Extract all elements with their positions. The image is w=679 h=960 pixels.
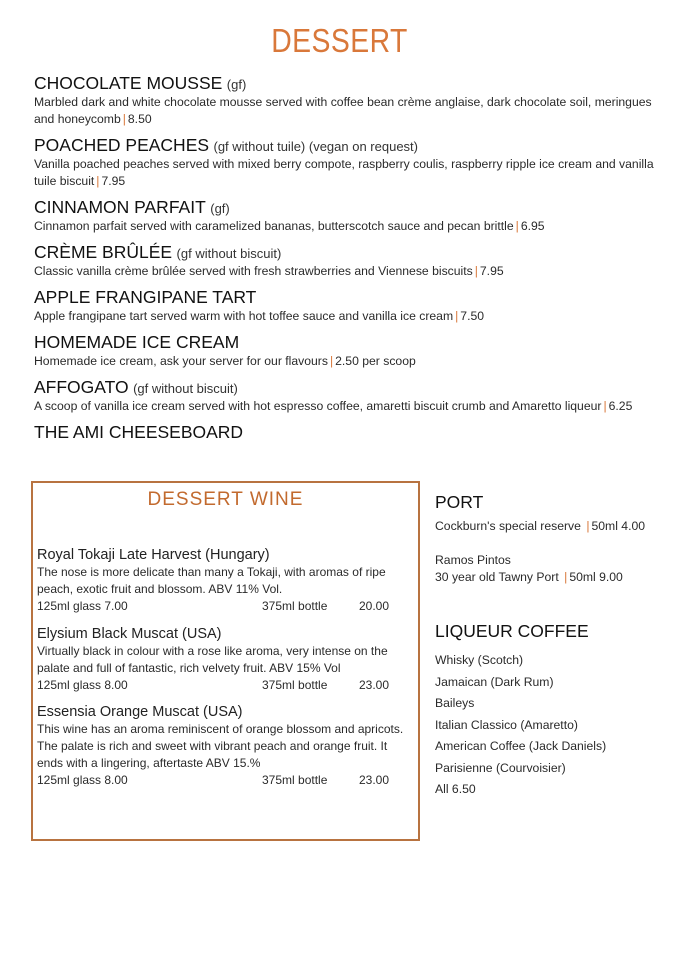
- list-item: Jamaican (Dark Rum): [435, 674, 554, 689]
- dessert-note: (gf without biscuit): [133, 381, 238, 396]
- port-section: [435, 492, 675, 586]
- page-title: DESSERT: [271, 22, 408, 59]
- liqueur-coffee-title: LIQUEUR COFFEE: [435, 621, 589, 641]
- dessert-note: (gf): [226, 77, 247, 92]
- dessert-description: [34, 398, 664, 415]
- list-item: Parisienne (Courvoisier): [435, 760, 566, 775]
- dessert-name: CHOCOLATE MOUSSE: [34, 73, 223, 93]
- dessert-description: [34, 94, 664, 128]
- dessert-price: 6.95: [520, 219, 545, 233]
- port-name: 30 year old Tawny Port: [435, 570, 559, 584]
- dessert-item: [34, 241, 664, 280]
- dessert-name: APPLE FRANGIPANE TART: [34, 287, 257, 307]
- dessert-desc-text: Apple frangipane tart served warm with hot toffee sauce and vanilla ice cream: [34, 309, 454, 323]
- dessert-desc-text: Cinnamon parfait served with caramelized bananas, butterscotch sauce and pecan brittle: [34, 219, 514, 233]
- dessert-name: AFFOGATO: [34, 377, 129, 397]
- port-title: PORT: [435, 492, 484, 512]
- port-price: 50ml 9.00: [569, 570, 623, 584]
- list-item: American Coffee (Jack Daniels): [435, 739, 607, 753]
- dessert-item: [34, 376, 664, 415]
- dessert-price: 7.50: [460, 309, 485, 323]
- wine-glass-price: 125ml glass 8.00: [37, 678, 128, 692]
- wine-bottle-size: 375ml bottle: [262, 773, 328, 787]
- wine-glass-price: 125ml glass 7.00: [37, 599, 128, 613]
- port-producer: Ramos Pintos: [435, 553, 511, 567]
- dessert-item: [34, 134, 664, 190]
- wine-entry: [37, 625, 413, 694]
- dessert-description: [34, 308, 664, 325]
- pipe-separator: |: [329, 354, 334, 368]
- dessert-desc-text: Vanilla poached peaches served with mixed berry compote, raspberry coulis, raspberry ripple ice cream and vanilla tuile biscuit: [34, 157, 654, 188]
- dessert-wine-box: [31, 481, 420, 841]
- wine-bottle-price: 23.00: [359, 773, 390, 787]
- wine-bottle-size: 375ml bottle: [262, 599, 328, 613]
- dessert-desc-text: Classic vanilla crème brûlée served with fresh strawberries and Viennese biscuits: [34, 264, 473, 278]
- wine-name: Elysium Black Muscat (USA): [37, 626, 222, 642]
- dessert-price: 6.25: [608, 399, 633, 413]
- dessert-item: [34, 421, 664, 443]
- dessert-name: HOMEMADE ICE CREAM: [34, 332, 240, 352]
- wine-bottle-price: 20.00: [359, 599, 390, 613]
- wine-bottle-price: 23.00: [359, 678, 390, 692]
- dessert-item: [34, 72, 664, 128]
- port-name: Cockburn's special reserve: [435, 519, 581, 533]
- wine-name: Essensia Orange Muscat (USA): [37, 704, 243, 720]
- dessert-item: [34, 331, 664, 370]
- dessert-item: [34, 196, 664, 235]
- wine-bottle-size: 375ml bottle: [262, 678, 328, 692]
- list-item: Baileys: [435, 696, 475, 710]
- port-line: [435, 518, 675, 535]
- pipe-separator: |: [564, 570, 568, 584]
- dessert-list: [34, 72, 664, 449]
- dessert-description: [34, 353, 664, 370]
- list-item: Italian Classico (Amaretto): [435, 717, 578, 732]
- dessert-price: 7.95: [101, 174, 126, 188]
- dessert-description: [34, 218, 664, 235]
- dessert-description: [34, 263, 664, 280]
- dessert-item: [34, 286, 664, 325]
- dessert-desc-text: A scoop of vanilla ice cream served with hot espresso coffee, amaretti biscuit crumb and Amaretto liqueur: [34, 399, 602, 413]
- dessert-price: 7.95: [479, 264, 504, 278]
- dessert-note: (gf): [210, 201, 230, 216]
- list-item: Whisky (Scotch): [435, 653, 524, 667]
- liqueur-coffee-section: [435, 621, 675, 801]
- dessert-name: CRÈME BRÛLÉE: [34, 242, 173, 262]
- wine-price-row: [37, 677, 413, 694]
- dessert-wine-title: DESSERT WINE: [147, 489, 304, 510]
- list-item: All 6.50: [435, 782, 476, 796]
- liqueur-coffee-list: [435, 650, 675, 801]
- wine-entry: [37, 703, 413, 789]
- wine-price-row: [37, 598, 413, 615]
- wine-description: Virtually black in colour with a rose like aroma, very intense on the palate and full of fantastic, rich velvety fruit. ABV 15% Vol: [37, 644, 388, 675]
- pipe-separator: |: [122, 112, 126, 126]
- dessert-name: THE AMI CHEESEBOARD: [34, 422, 244, 442]
- port-line: [435, 569, 675, 586]
- pipe-separator: |: [455, 309, 459, 323]
- dessert-note: (gf without tuile) (vegan on request): [213, 139, 418, 154]
- wine-glass-price: 125ml glass 8.00: [37, 773, 128, 787]
- port-price: 50ml 4.00: [591, 519, 646, 533]
- dessert-desc-text: Homemade ice cream, ask your server for our flavours: [34, 354, 328, 368]
- dessert-price: 2.50 per scoop: [335, 354, 416, 368]
- pipe-separator: |: [96, 174, 100, 188]
- wine-description: The nose is more delicate than many a Tokaji, with aromas of ripe peach, exotic fruit and blossom. ABV 11% Vol.: [37, 565, 386, 596]
- dessert-price: 8.50: [127, 112, 152, 126]
- wine-entry: [37, 546, 413, 615]
- dessert-name: POACHED PEACHES: [34, 135, 210, 155]
- pipe-separator: |: [474, 264, 478, 278]
- wine-description: This wine has an aroma reminiscent of orange blossom and apricots. The palate is rich and sweet with vibrant peach and orange fruit. It ends with a lingering, aftertaste ABV 15.%: [37, 722, 404, 770]
- pipe-separator: |: [603, 399, 607, 413]
- pipe-separator: |: [515, 219, 519, 233]
- wine-price-row: [37, 772, 413, 789]
- pipe-separator: |: [586, 519, 590, 533]
- dessert-note: (gf without biscuit): [176, 246, 282, 261]
- wine-name: Royal Tokaji Late Harvest (Hungary): [37, 547, 270, 563]
- dessert-description: [34, 156, 664, 190]
- dessert-name: CINNAMON PARFAIT: [34, 197, 206, 217]
- dessert-desc-text: Marbled dark and white chocolate mousse served with coffee bean crème anglaise, dark chocolate soil, meringues and honeycomb: [34, 95, 652, 126]
